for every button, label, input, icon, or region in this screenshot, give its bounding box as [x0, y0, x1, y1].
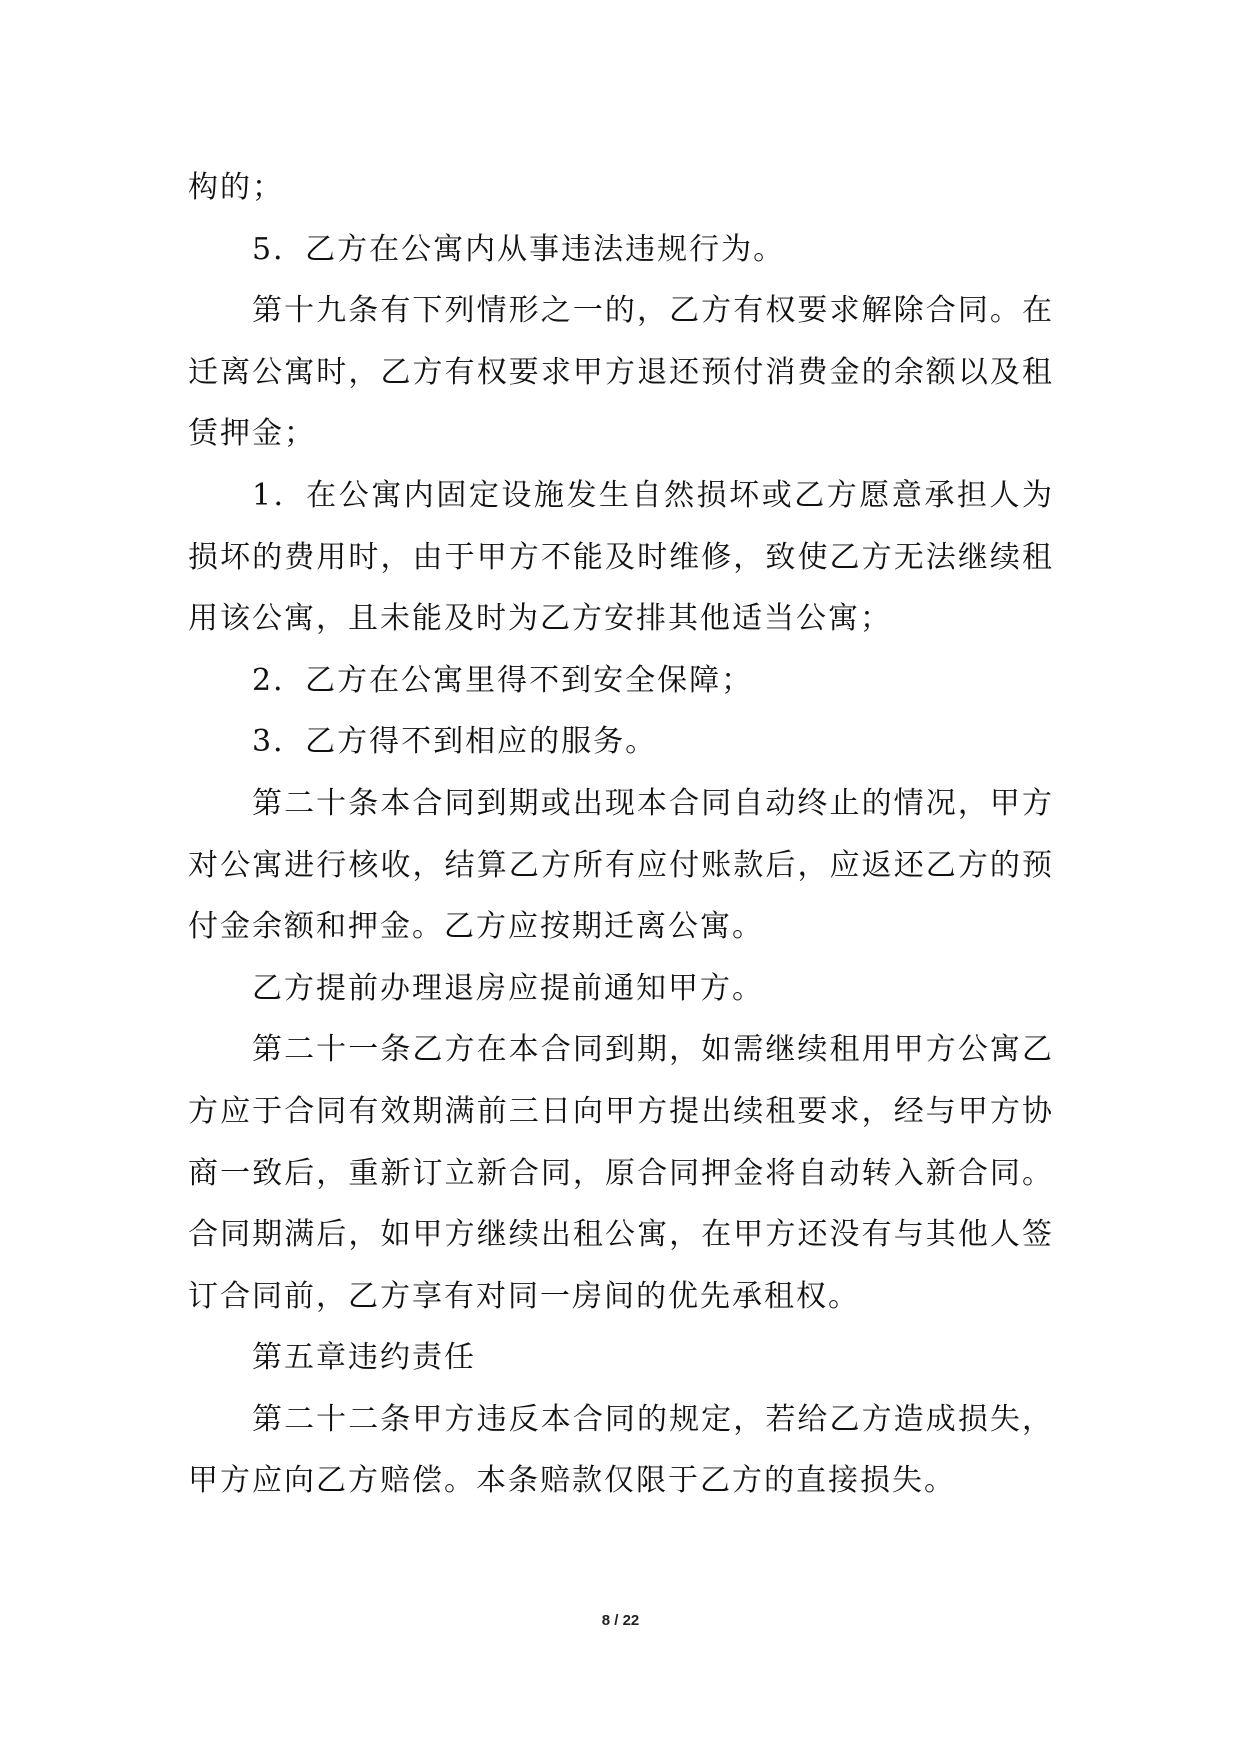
- paragraph-5: 2．乙方在公寓里得不到安全保障；: [252, 662, 754, 698]
- paragraph-3: 第十九条有下列情形之一的，乙方有权要求解除合同。在迁离公寓时，乙方有权要求甲方退还预付消费金的余额以及租赁押金；: [188, 293, 1054, 452]
- document-body: [188, 157, 1054, 1512]
- paragraph-4: 1．在公寓内固定设施发生自然损坏或乙方愿意承担人为损坏的费用时，由于甲方不能及时维修，致使乙方无法继续租用该公寓，且未能及时为乙方安排其他适当公寓；: [188, 477, 1054, 637]
- paragraph-6: 3．乙方得不到相应的服务。: [252, 724, 658, 760]
- paragraph-9: 第二十一条乙方在本合同到期，如需继续租用甲方公寓乙方应于合同有效期满前三日向甲方提出续租要求，经与甲方协商一致后，重新订立新合同，原合同押金将自动转入新合同。合同期满后，如甲方继续出租公寓，在甲方还没有与其他人签订合同前，乙方享有对同一房间的优先承租权。: [188, 1032, 1054, 1314]
- paragraph-11: 第二十二条甲方违反本合同的规定，若给乙方造成损失，甲方应向乙方赔偿。本条赔款仅限于乙方的直接损失。: [188, 1401, 1054, 1499]
- paragraph-2: 5．乙方在公寓内从事违法违规行为。: [252, 231, 786, 267]
- page-number: 8 / 22: [601, 1612, 640, 1629]
- paragraph-1: 构的；: [188, 170, 284, 205]
- paragraph-7: 第二十条本合同到期或出现本合同自动终止的情况，甲方对公寓进行核收，结算乙方所有应付账款后，应返还乙方的预付金余额和押金。乙方应按期迁离公寓。: [188, 785, 1054, 945]
- paragraph-8: 乙方提前办理退房应提前通知甲方。: [252, 970, 764, 1006]
- chapter-heading: 第五章违约责任: [252, 1340, 476, 1376]
